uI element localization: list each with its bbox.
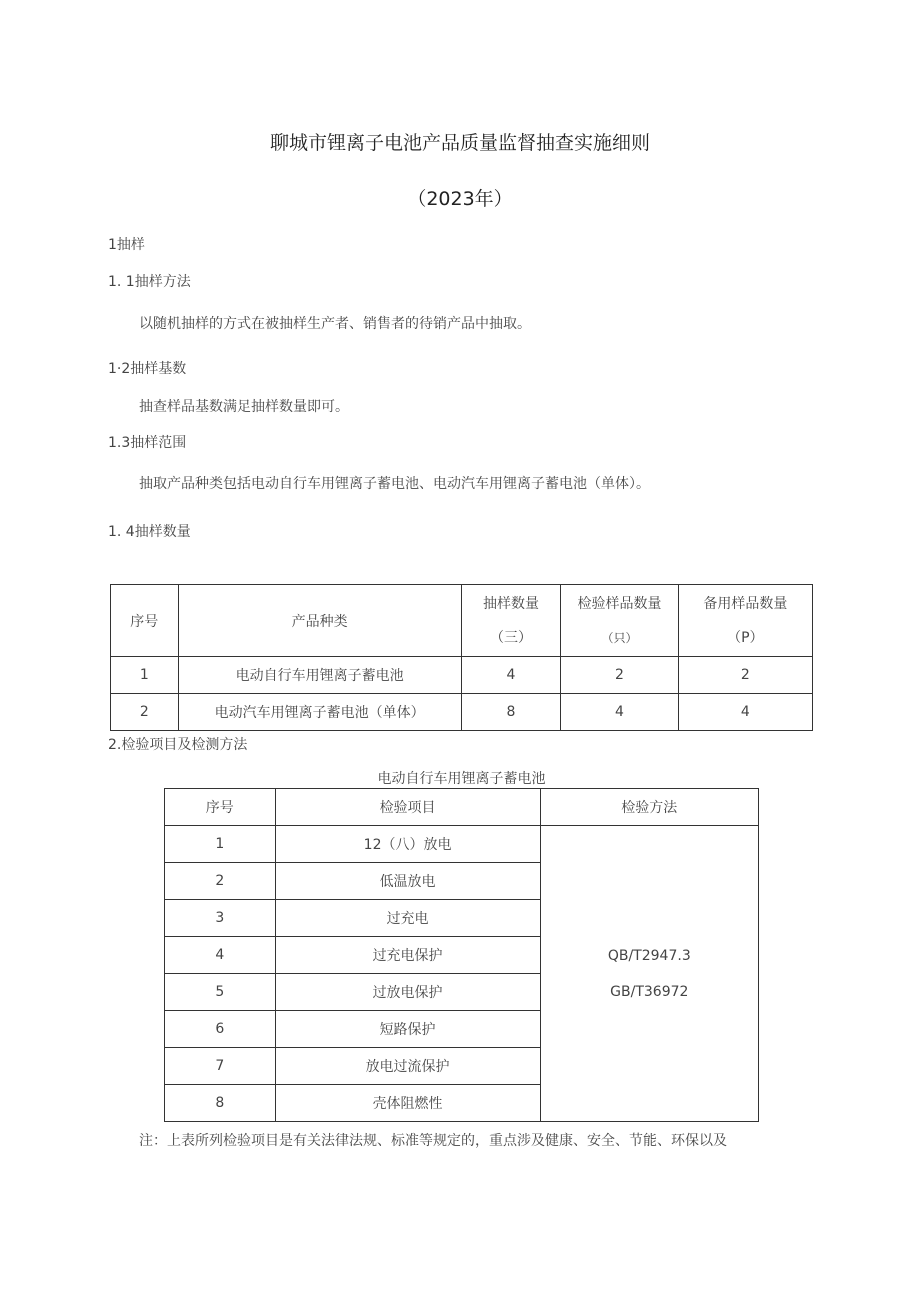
test-table-caption: 电动自行车用锂离子蓄电池 bbox=[377, 771, 546, 787]
cell-category: 电动自行车用锂离子蓄电池 bbox=[178, 657, 461, 694]
cell-item: 放电过流保护 bbox=[275, 1048, 540, 1085]
document-title: 聊城市锂离子电池产品质量监督抽查实施细则 bbox=[269, 132, 650, 154]
cell-no: 2 bbox=[165, 863, 276, 900]
document-year: （2023年） bbox=[407, 188, 513, 210]
header-spare-qty-unit: （P） bbox=[727, 629, 764, 646]
header-sample-qty-label: 抽样数量 bbox=[483, 595, 539, 612]
header-test-qty-unit: （只） bbox=[601, 630, 638, 645]
cell-no: 4 bbox=[165, 937, 276, 974]
table-note: 注：上表所列检验项目是有关法律法规、标准等规定的，重点涉及健康、安全、节能、环保以及 bbox=[139, 1133, 727, 1149]
cell-no: 7 bbox=[165, 1048, 276, 1085]
header-test-qty bbox=[561, 585, 678, 657]
header-method: 检验方法 bbox=[540, 789, 758, 826]
section-1-3-heading: 1.3抽样范围 bbox=[108, 435, 187, 451]
test-items-table bbox=[164, 788, 759, 1122]
cell-item: 低温放电 bbox=[275, 863, 540, 900]
table-header-row bbox=[111, 585, 813, 657]
table-row bbox=[111, 694, 813, 731]
cell-spare-qty: 2 bbox=[678, 657, 812, 694]
method-line-1: QB/T2947.3 bbox=[607, 947, 691, 964]
cell-category: 电动汽车用锂离子蓄电池（单体） bbox=[178, 694, 461, 731]
cell-no: 8 bbox=[165, 1085, 276, 1122]
table-row bbox=[165, 826, 759, 863]
sample-quantity-table bbox=[110, 584, 813, 731]
header-item: 检验项目 bbox=[275, 789, 540, 826]
table-row bbox=[111, 657, 813, 694]
cell-test-qty: 2 bbox=[561, 657, 678, 694]
cell-item: 短路保护 bbox=[275, 1011, 540, 1048]
cell-item: 12（八）放电 bbox=[275, 826, 540, 863]
cell-item: 壳体阻燃性 bbox=[275, 1085, 540, 1122]
cell-no: 1 bbox=[111, 657, 179, 694]
section-1-2-heading: 1·2抽样基数 bbox=[108, 361, 187, 377]
header-test-qty-label: 检验样品数量 bbox=[577, 595, 662, 612]
table-header-row bbox=[165, 789, 759, 826]
cell-no: 5 bbox=[165, 974, 276, 1011]
cell-no: 3 bbox=[165, 900, 276, 937]
method-line-2: GB/T36972 bbox=[610, 983, 689, 1000]
section-1-1-heading: 1. 1抽样方法 bbox=[108, 274, 191, 290]
section-1-heading: 1抽样 bbox=[108, 237, 145, 253]
header-spare-qty bbox=[678, 585, 812, 657]
cell-spare-qty: 4 bbox=[678, 694, 812, 731]
section-1-4-heading: 1. 4抽样数量 bbox=[108, 524, 191, 540]
cell-no: 6 bbox=[165, 1011, 276, 1048]
cell-sample-qty: 8 bbox=[461, 694, 561, 731]
cell-item: 过充电 bbox=[275, 900, 540, 937]
header-sample-qty-unit: （三） bbox=[490, 629, 532, 646]
cell-no: 2 bbox=[111, 694, 179, 731]
header-no: 序号 bbox=[111, 585, 179, 657]
cell-method bbox=[540, 826, 758, 1122]
header-sample-qty bbox=[461, 585, 561, 657]
section-1-3-body: 抽取产品种类包括电动自行车用锂离子蓄电池、电动汽车用锂离子蓄电池（单体）。 bbox=[139, 476, 650, 492]
cell-sample-qty: 4 bbox=[461, 657, 561, 694]
header-category: 产品种类 bbox=[178, 585, 461, 657]
cell-no: 1 bbox=[165, 826, 276, 863]
section-1-1-body: 以随机抽样的方式在被抽样生产者、销售者的待销产品中抽取。 bbox=[139, 316, 531, 332]
header-no: 序号 bbox=[165, 789, 276, 826]
cell-item: 过放电保护 bbox=[275, 974, 540, 1011]
cell-item: 过充电保护 bbox=[275, 937, 540, 974]
section-2-heading: 2.检验项目及检测方法 bbox=[108, 737, 248, 753]
cell-test-qty: 4 bbox=[561, 694, 678, 731]
header-spare-qty-label: 备用样品数量 bbox=[703, 595, 788, 612]
section-1-2-body: 抽查样品基数满足抽样数量即可。 bbox=[139, 399, 349, 415]
